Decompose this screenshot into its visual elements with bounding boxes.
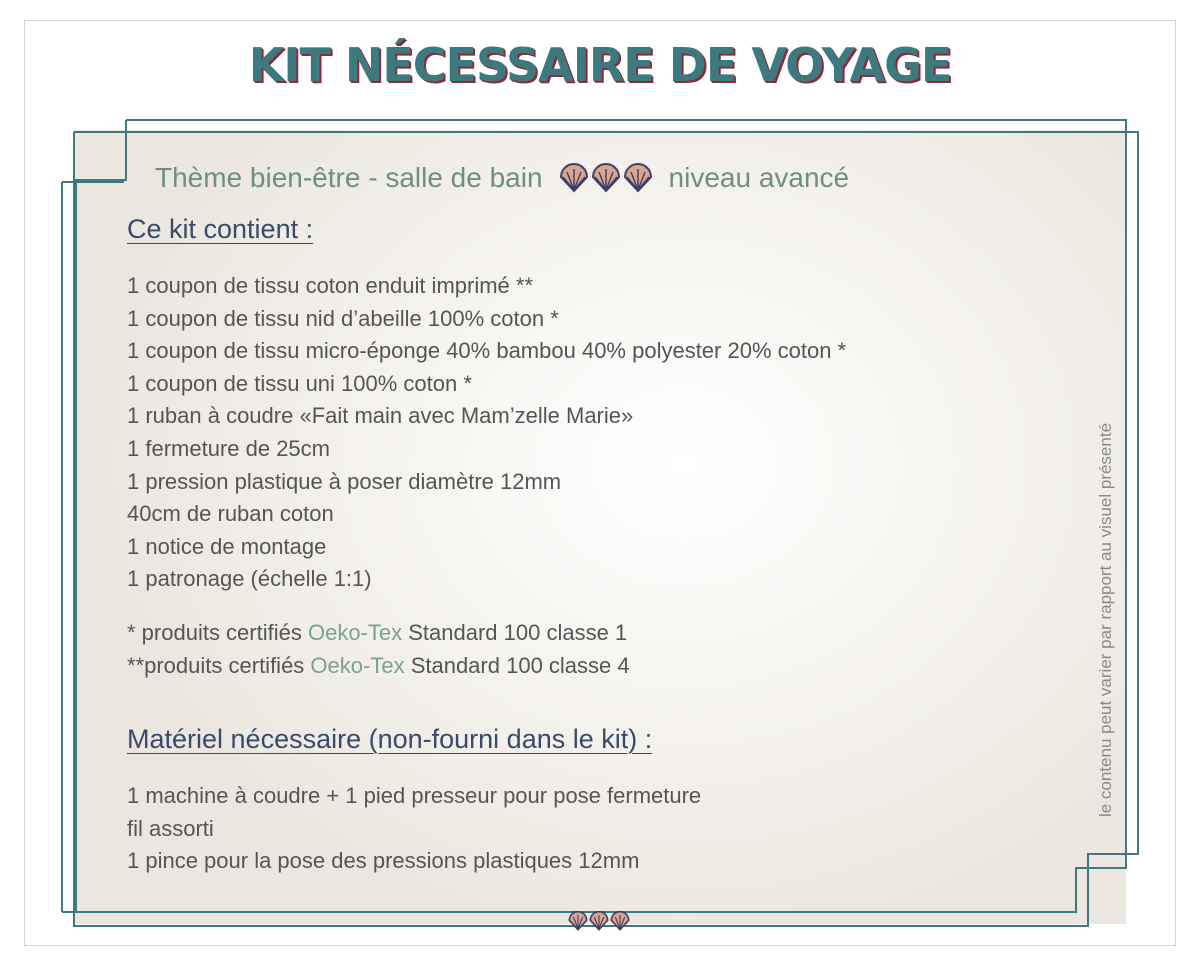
fan-icon xyxy=(610,911,630,931)
certification-notes xyxy=(127,616,630,682)
materials-list xyxy=(127,780,701,878)
list-item: 1 notice de montage xyxy=(127,533,327,559)
contents-list xyxy=(127,270,846,596)
list-item: 1 coupon de tissu coton enduit imprimé ** xyxy=(127,273,534,298)
list-item: 1 coupon de tissu uni 100% coton * xyxy=(127,370,472,396)
level-icons xyxy=(559,163,653,193)
level-label: niveau avancé xyxy=(668,162,850,193)
page-title: KIT NÉCESSAIRE DE VOYAGE xyxy=(248,38,952,92)
oeko-tex-label: Oeko-Tex xyxy=(307,620,403,645)
materials-heading: Matériel nécessaire (non-fourni dans le kit) : xyxy=(127,724,653,754)
fan-icon xyxy=(623,163,653,193)
fan-icon xyxy=(589,911,609,931)
theme-label: Thème bien-être - salle de bain xyxy=(155,162,543,193)
contents-heading: Ce kit contient : xyxy=(127,214,314,244)
list-item: 1 pince pour la pose des pressions plastiques 12mm xyxy=(127,848,640,874)
fan-icon xyxy=(559,163,589,193)
list-item: 1 fermeture de 25cm xyxy=(127,435,330,461)
list-item: 1 machine à coudre + 1 pied presseur pour pose fermeture xyxy=(127,783,702,808)
fan-icon xyxy=(591,163,621,193)
note-line: **produits certifiés Oeko-Tex Standard 100 classe 4 xyxy=(127,653,630,678)
theme-line xyxy=(155,158,849,198)
list-item: 1 patronage (échelle 1:1) xyxy=(127,566,372,592)
list-item: 40cm de ruban coton xyxy=(127,501,334,527)
bottom-ornament xyxy=(568,911,630,931)
list-item: fil assorti xyxy=(127,815,214,841)
list-item: 1 coupon de tissu nid d’abeille 100% coton * xyxy=(127,305,559,331)
list-item: 1 pression plastique à poser diamètre 12mm xyxy=(127,468,562,494)
oeko-tex-label: Oeko-Tex xyxy=(310,653,405,678)
list-item: 1 ruban à coudre «Fait main avec Mam’zelle Marie» xyxy=(127,403,634,429)
note-line: * produits certifiés Oeko-Tex Standard 100 classe 1 xyxy=(127,620,628,645)
fan-icon xyxy=(568,911,588,931)
list-item: 1 coupon de tissu micro-éponge 40% bambou 40% polyester 20% coton * xyxy=(127,338,847,364)
